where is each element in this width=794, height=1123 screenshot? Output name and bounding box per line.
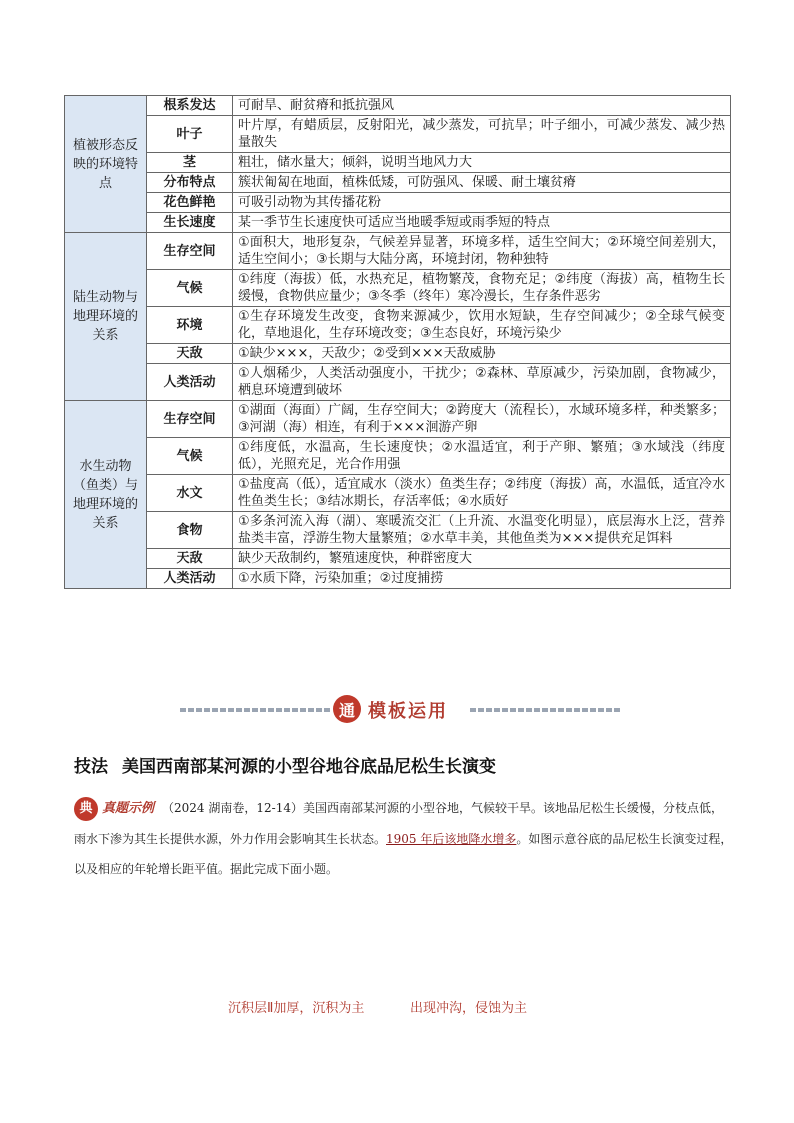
table-row [65,233,731,270]
knowledge-table [64,95,731,589]
table-row [65,96,731,116]
figure-caption-right: 出现冲沟，侵蚀为主 [410,1001,528,1016]
banner-divider-right [470,708,620,712]
table-row [65,213,731,233]
section-title [74,752,496,777]
group-title: 植被形态反映的环境特点 [65,96,147,233]
row-label: 茎 [147,153,233,173]
row-text: 叶片厚，有蜡质层，反射阳光，减少蒸发，可抗旱；叶子细小，可减少蒸发、减少热量散失 [233,116,731,153]
row-label: 天敌 [147,344,233,364]
row-text: 簇状匍匐在地面，植株低矮，可防强风、保暖、耐土壤贫瘠 [233,173,731,193]
row-text: ①人烟稀少，人类活动强度小，干扰少；②森林、草原减少，污染加剧，食物减少，栖息环境遭到破坏 [233,364,731,401]
table-row [65,193,731,213]
row-text: ①多条河流入海（湖）、寒暖流交汇（上升流、水温变化明显），底层海水上泛，营养盐类丰富，浮游生物大量繁殖；②水草丰美，其他鱼类为×××提供充足饵料 [233,512,731,549]
row-text: ①盐度高（低），适宜咸水（淡水）鱼类生存；②纬度（海拔）高，水温低，适宜冷水性鱼类生长；③结冰期长，存活率低；④水质好 [233,475,731,512]
section-heading: 美国西南部某河源的小型谷地谷底品尼松生长演变 [122,757,496,777]
table-row [65,512,731,549]
row-label: 人类活动 [147,364,233,401]
banner-divider-left [180,708,330,712]
row-label: 生存空间 [147,401,233,438]
group-title: 陆生动物与地理环境的关系 [65,233,147,401]
table-row [65,270,731,307]
row-label: 气候 [147,438,233,475]
table-row [65,569,731,589]
banner-title: 模板运用 [368,701,448,722]
example-text-before: （2024 湖南卷，12-14）美国西南部某河源的小型谷地，气候较干旱。该地品尼松生长缓慢，分枝点低，雨水下渗为其生长提供水源，外力作用会影响其生长状态。 [74,801,723,846]
row-label: 花色鲜艳 [147,193,233,213]
row-label: 叶子 [147,116,233,153]
row-text: 可吸引动物为其传播花粉 [233,193,731,213]
figure-caption-left: 沉积层Ⅱ加厚，沉积为主 [228,1001,365,1016]
row-text: ①缺少×××，天敌少；②受到×××天敌威胁 [233,344,731,364]
row-label: 天敌 [147,549,233,569]
row-label: 水文 [147,475,233,512]
row-text: 某一季节生长速度快可适应当地暖季短或雨季短的特点 [233,213,731,233]
table-row [65,307,731,344]
row-label: 生存空间 [147,233,233,270]
row-text: ①纬度（海拔）低，水热充足，植物繁茂，食物充足；②纬度（海拔）高，植物生长缓慢，食物供应量少；③冬季（终年）寒冷漫长，生存条件恶劣 [233,270,731,307]
example-highlight: 1905 年后该地降水增多 [386,831,517,846]
table-row [65,364,731,401]
example-tag [74,794,154,824]
table-row [65,173,731,193]
section-prefix: 技法 [74,757,108,777]
row-label: 分布特点 [147,173,233,193]
row-label: 环境 [147,307,233,344]
table-row [65,153,731,173]
row-text: 缺少天敌制约，繁殖速度快，种群密度大 [233,549,731,569]
table-row [65,401,731,438]
section-banner [180,692,700,728]
example-text-after: 。如图示意谷底的品尼松生长演变过程，以及相应的年轮增长距平值。据此完成下面小题。 [74,831,733,876]
row-label: 食物 [147,512,233,549]
row-text: 粗壮，储水量大；倾斜，说明当地风力大 [233,153,731,173]
row-text: ①面积大，地形复杂，气候差异显著，环境多样，适生空间大；②环境空间差别大，适生空间小；③长期与大陆分离，环境封闭，物种独特 [233,233,731,270]
row-text: ①纬度低，水温高，生长速度快；②水温适宜，利于产卵、繁殖；③水域浅（纬度低），光照充足，光合作用强 [233,438,731,475]
row-label: 根系发达 [147,96,233,116]
table-row [65,549,731,569]
row-label: 人类活动 [147,569,233,589]
table-row [65,116,731,153]
example-seal-icon: 典 [74,797,98,821]
table-row [65,475,731,512]
row-text: ①水质下降，污染加重；②过度捕捞 [233,569,731,589]
table-row [65,438,731,475]
row-text: ①湖面（海面）广阔，生存空间大；②跨度大（流程长），水域环境多样，种类繁多；③河湖（海）相连，有利于×××洄游产卵 [233,401,731,438]
row-text: ①生存环境发生改变，食物来源减少，饮用水短缺，生存空间减少；②全球气候变化，草地退化，生存环境改变；③生态良好，环境污染少 [233,307,731,344]
row-label: 生长速度 [147,213,233,233]
row-text: 可耐旱、耐贫瘠和抵抗强风 [233,96,731,116]
example-paragraph [74,793,734,884]
banner-badge-icon: 通 [333,695,361,723]
group-title: 水生动物（鱼类）与地理环境的关系 [65,401,147,589]
example-tag-label: 真题示例 [102,800,155,816]
row-label: 气候 [147,270,233,307]
table-row [65,344,731,364]
